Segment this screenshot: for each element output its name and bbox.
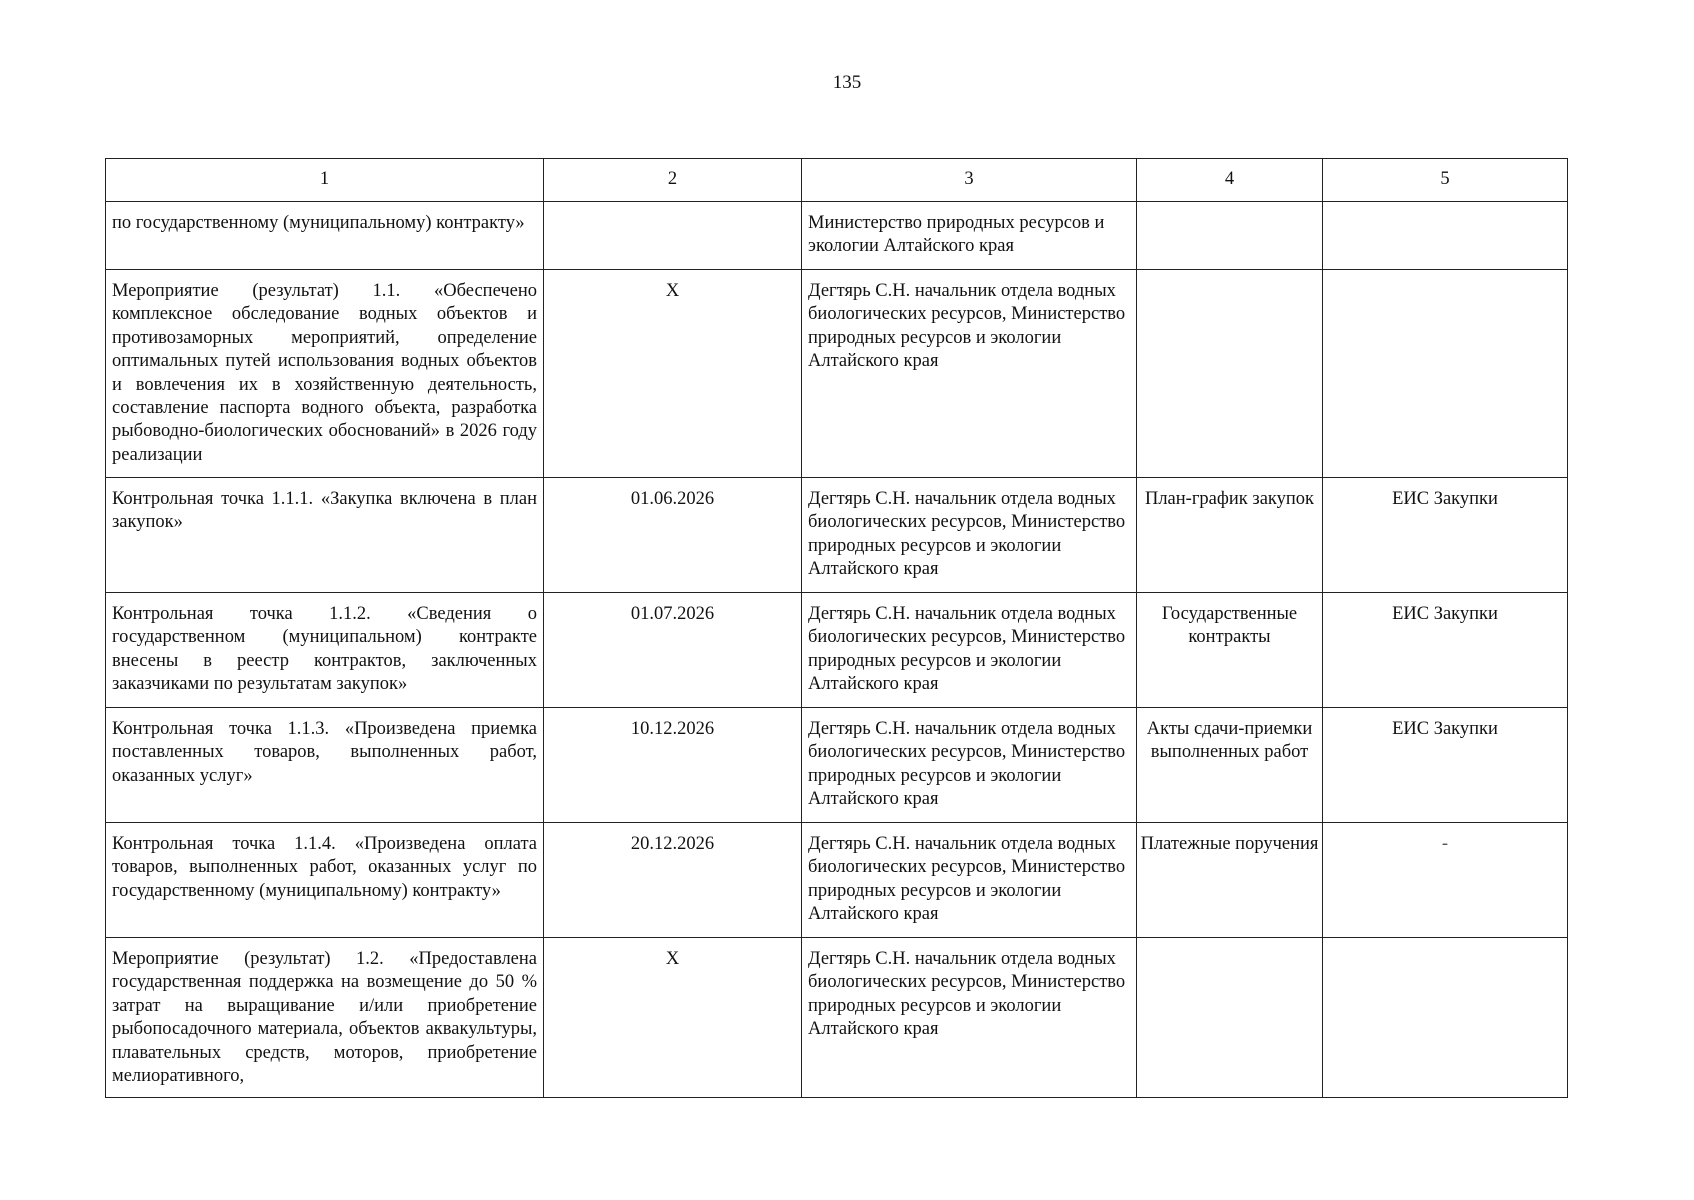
row-description: Мероприятие (результат) 1.2. «Предоставлена государственная поддержка на возмещение до 50 % затрат на выращивание и/или приобретение рыбопосадочного материала, объектов аквакультуры, плавательных средств, моторов, приобретение мелиоративного,	[106, 938, 544, 1098]
row-deadline: 01.06.2026	[544, 478, 802, 593]
row-system	[1323, 270, 1568, 478]
row-document: План-график закупок	[1137, 478, 1323, 593]
page-number: 135	[832, 72, 862, 93]
row-responsible: Дегтярь С.Н. начальник отдела водных биологических ресурсов, Министерство природных ресурсов и экологии Алтайского края	[802, 823, 1137, 938]
row-system: ЕИС Закупки	[1323, 708, 1568, 823]
header-col-5: 5	[1323, 159, 1568, 202]
header-row	[106, 159, 1568, 202]
row-description: Контрольная точка 1.1.1. «Закупка включена в план закупок»	[106, 478, 544, 593]
row-responsible: Дегтярь С.Н. начальник отдела водных биологических ресурсов, Министерство природных ресурсов и экологии Алтайского края	[802, 593, 1137, 708]
table-row	[106, 270, 1568, 478]
header-col-3: 3	[802, 159, 1137, 202]
row-document	[1137, 270, 1323, 478]
row-responsible: Дегтярь С.Н. начальник отдела водных биологических ресурсов, Министерство природных ресурсов и экологии Алтайского края	[802, 478, 1137, 593]
row-responsible: Дегтярь С.Н. начальник отдела водных биологических ресурсов, Министерство природных ресурсов и экологии Алтайского края	[802, 270, 1137, 478]
row-deadline	[544, 202, 802, 270]
row-document: Государственные контракты	[1137, 593, 1323, 708]
document-table	[105, 158, 1568, 1098]
row-deadline: 10.12.2026	[544, 708, 802, 823]
table-row	[106, 823, 1568, 938]
table-row	[106, 708, 1568, 823]
row-responsible: Дегтярь С.Н. начальник отдела водных биологических ресурсов, Министерство природных ресурсов и экологии Алтайского края	[802, 708, 1137, 823]
row-document	[1137, 202, 1323, 270]
header-col-2: 2	[544, 159, 802, 202]
row-deadline: X	[544, 938, 802, 1098]
row-description: Контрольная точка 1.1.3. «Произведена приемка поставленных товаров, выполненных работ, оказанных услуг»	[106, 708, 544, 823]
row-system	[1323, 938, 1568, 1098]
row-description: Мероприятие (результат) 1.1. «Обеспечено комплексное обследование водных объектов и противозаморных мероприятий, определение оптимальных путей использования водных объектов и вовлечения их в хозяйственную деятельность, составление паспорта водного объекта, разработка рыбоводно-биологических обоснований» в 2026 году реализации	[106, 270, 544, 478]
header-col-1: 1	[106, 159, 544, 202]
table-row	[106, 593, 1568, 708]
row-deadline: 20.12.2026	[544, 823, 802, 938]
row-description: Контрольная точка 1.1.2. «Сведения о государственном (муниципальном) контракте внесены в реестр контрактов, заключенных заказчиками по результатам закупок»	[106, 593, 544, 708]
row-responsible: Министерство природных ресурсов и экологии Алтайского края	[802, 202, 1137, 270]
row-system: ЕИС Закупки	[1323, 593, 1568, 708]
row-deadline: 01.07.2026	[544, 593, 802, 708]
header-col-4: 4	[1137, 159, 1323, 202]
row-deadline: X	[544, 270, 802, 478]
row-system: -	[1323, 823, 1568, 938]
table-row	[106, 202, 1568, 270]
row-system	[1323, 202, 1568, 270]
row-document	[1137, 938, 1323, 1098]
row-responsible: Дегтярь С.Н. начальник отдела водных биологических ресурсов, Министерство природных ресурсов и экологии Алтайского края	[802, 938, 1137, 1098]
row-document: Платежные поручения	[1137, 823, 1323, 938]
row-description: по государственному (муниципальному) контракту»	[106, 202, 544, 270]
table-row	[106, 478, 1568, 593]
table-row	[106, 938, 1568, 1098]
row-description: Контрольная точка 1.1.4. «Произведена оплата товаров, выполненных работ, оказанных услуг по государственному (муниципальному) контракту»	[106, 823, 544, 938]
row-document: Акты сдачи-приемки выполненных работ	[1137, 708, 1323, 823]
row-system: ЕИС Закупки	[1323, 478, 1568, 593]
